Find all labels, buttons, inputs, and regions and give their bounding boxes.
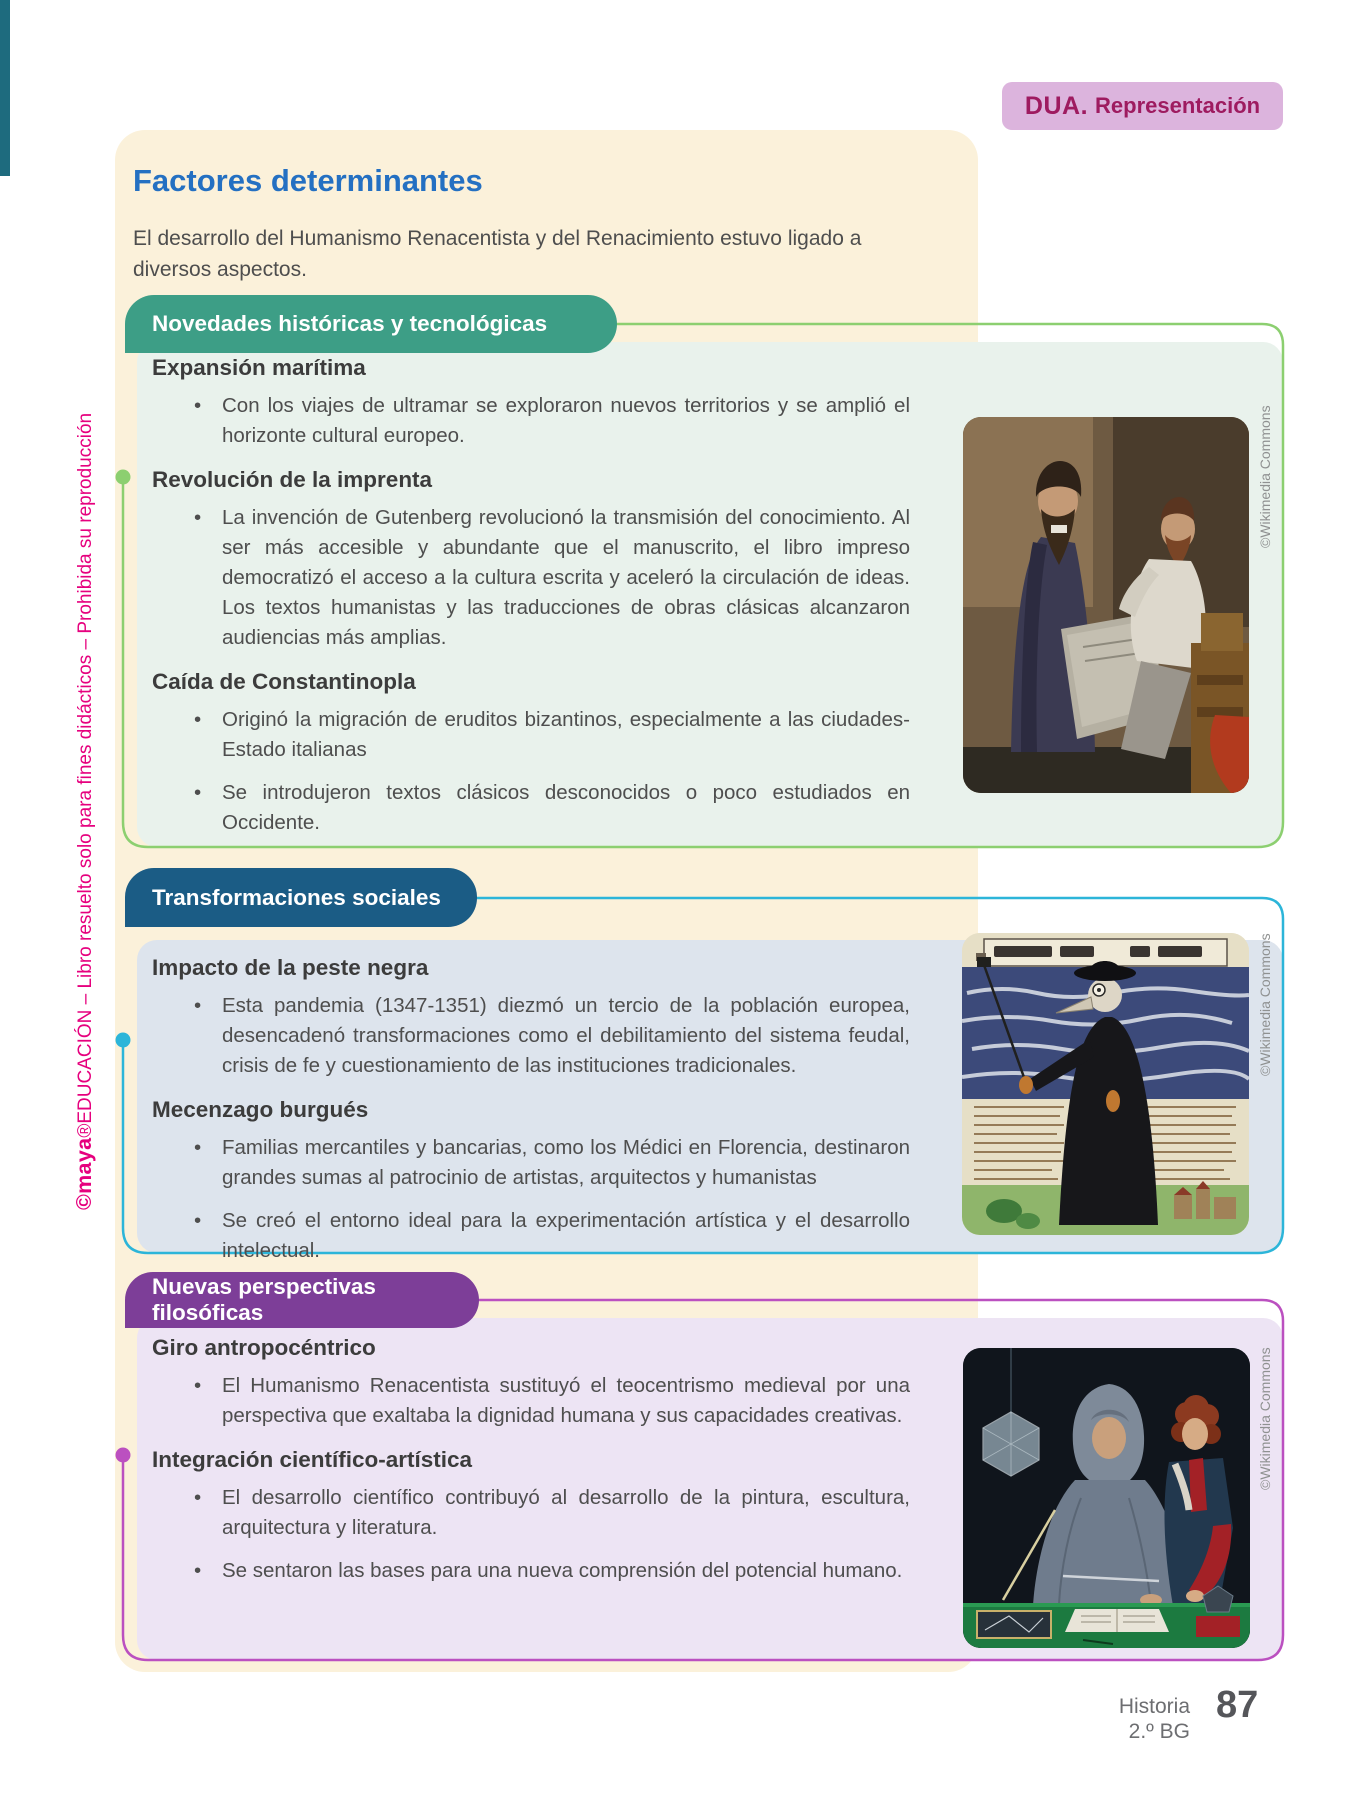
section-header-transformaciones — [125, 868, 477, 927]
image-credit: ©Wikimedia Commons — [1257, 1347, 1273, 1490]
dua-badge — [1002, 82, 1283, 130]
dua-badge-prefix: DUA. — [1024, 91, 1089, 120]
image-credit: ©Wikimedia Commons — [1257, 933, 1273, 1076]
section-content-novedades — [152, 350, 910, 851]
image-credit: ©Wikimedia Commons — [1257, 405, 1273, 548]
luca-pacioli-painting — [963, 1348, 1250, 1648]
subheading: Mecenzago burgués — [152, 1097, 369, 1122]
publisher-name: ®EDUCACIÓN — [75, 1009, 96, 1138]
publisher-brand: ©maya — [72, 1137, 96, 1210]
section-header-novedades — [125, 295, 617, 353]
copyright-strip — [72, 413, 97, 1210]
bullet-item: • El Humanismo Renacentista sustituyó el teocentrismo medieval por una perspectiva que exaltaba la dignidad humana y sus capacidades creativas. — [186, 1371, 910, 1431]
bullet-item: • Originó la migración de eruditos bizantinos, especialmente a las ciudades-Estado italianas — [186, 705, 910, 765]
printing-press-painting — [963, 417, 1249, 793]
bullet-list — [186, 391, 910, 451]
bullet-list — [186, 1371, 910, 1431]
subheading: Integración científico-artística — [152, 1447, 473, 1472]
bullet-item: • Esta pandemia (1347-1351) diezmó un tercio de la población europea, desencadenó transformaciones como el debilitamiento del sistema feudal, crisis de fe y cuestionamiento de las instituciones tradicionales. — [186, 991, 910, 1081]
footer-course-line1: Historia — [1118, 1695, 1190, 1718]
bullet-list — [186, 1133, 910, 1266]
page-number: 87 — [1216, 1684, 1259, 1726]
bullet-item: • Familias mercantiles y bancarias, como los Médici en Florencia, destinaron grandes sumas al patrocinio de artistas, arquitectos y humanistas — [186, 1133, 910, 1193]
bullet-list — [186, 705, 910, 838]
bullet-item: • El desarrollo científico contribuyó al desarrollo de la pintura, escultura, arquitectura y literatura. — [186, 1483, 910, 1543]
intro-paragraph: El desarrollo del Humanismo Renacentista y del Renacimiento estuvo ligado a diversos aspectos. — [133, 227, 862, 281]
subheading: Expansión marítima — [152, 355, 366, 380]
bullet-item: • Se introdujeron textos clásicos desconocidos o poco estudiados en Occidente. — [186, 778, 910, 838]
bullet-item: • Se creó el entorno ideal para la experimentación artística y el desarrollo intelectual. — [186, 1206, 910, 1266]
section-header-perspectivas — [125, 1272, 479, 1328]
section-content-transformaciones — [152, 950, 910, 1279]
section-title: Nuevas perspectivas filosóficas — [152, 1274, 376, 1325]
page-edge-bar — [0, 0, 10, 176]
subheading: Giro antropocéntrico — [152, 1335, 376, 1360]
subheading: Caída de Constantinopla — [152, 669, 416, 694]
bullet-item: • Se sentaron las bases para una nueva comprensión del potencial humano. — [186, 1556, 910, 1586]
subheading: Revolución de la imprenta — [152, 467, 433, 492]
bullet-item: • La invención de Gutenberg revolucionó la transmisión del conocimiento. Al ser más accesible y abundante que el manuscrito, el libro impreso democratizó el acceso a la cultura escrita y aceleró la circulación de ideas. Los textos humanistas y las traducciones de obras clásicas alcanzaron audiencias más amplias. — [186, 503, 910, 653]
section-title: Novedades históricas y tecnológicas — [152, 311, 548, 336]
footer-course-line2: 2.º BG — [1128, 1720, 1190, 1743]
bullet-list — [186, 1483, 910, 1586]
section-title: Transformaciones sociales — [152, 884, 441, 910]
dua-badge-label: Representación — [1095, 93, 1261, 118]
footer-course-label — [1119, 1694, 1190, 1744]
page-title: Factores determinantes — [133, 162, 483, 198]
subheading: Impacto de la peste negra — [152, 955, 429, 980]
bullet-list — [186, 503, 910, 653]
copyright-text: – Libro resuelto solo para fines didácticos – Prohibida su reproducción — [75, 412, 96, 1010]
plague-doctor-illustration — [962, 933, 1249, 1235]
bullet-list — [186, 991, 910, 1081]
bullet-item: • Con los viajes de ultramar se exploraron nuevos territorios y se amplió el horizonte cultural europeo. — [186, 391, 910, 451]
section-content-perspectivas — [152, 1330, 910, 1599]
